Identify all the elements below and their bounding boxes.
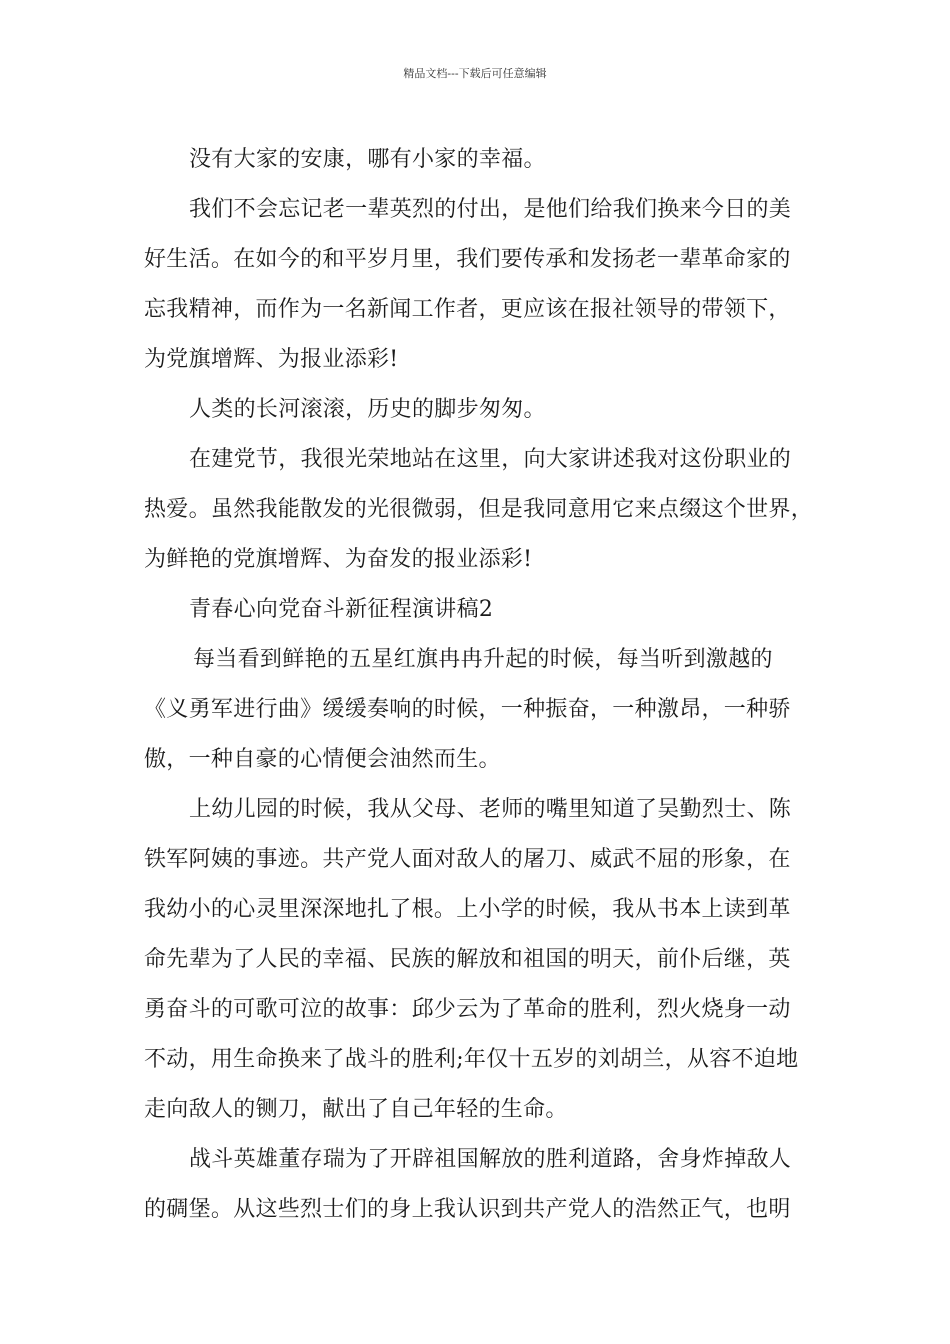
- text-line: 在建党节，我很光荣地站在这里，向大家讲述我对这份职业的: [189, 447, 792, 472]
- text-line: 的碉堡。从这些烈士们的身上我认识到共产党人的浩然正气，也明: [144, 1197, 791, 1222]
- text-line: 热爱。虽然我能散发的光很微弱，但是我同意用它来点缀这个世界，: [144, 497, 814, 522]
- text-line: 《义勇军进行曲》缓缓奏响的时候，一种振奋，一种激昂，一种骄: [144, 697, 791, 722]
- text-line: 上幼儿园的时候，我从父母、老师的嘴里知道了吴勤烈士、陈: [189, 797, 792, 822]
- text-line: 没有大家的安康，哪有小家的幸福。: [189, 147, 546, 172]
- text-line: 傲，一种自豪的心情便会油然而生。: [144, 747, 501, 772]
- text-line: 忘我精神，而作为一名新闻工作者，更应该在报社领导的带领下，: [144, 297, 791, 322]
- body-text: [144, 135, 824, 1235]
- text-line: 不动，用生命换来了战斗的胜利;年仅十五岁的刘胡兰，从容不迫地: [144, 1047, 799, 1072]
- text-line: 命先辈为了人民的幸福、民族的解放和祖国的明天，前仆后继，英: [144, 947, 791, 972]
- text-line: 好生活。在如今的和平岁月里，我们要传承和发扬老一辈革命家的: [144, 247, 791, 272]
- text-line: 战斗英雄董存瑞为了开辟祖国解放的胜利道路，舍身炸掉敌人: [189, 1147, 792, 1172]
- text-line: 每当看到鲜艳的五星红旗冉冉升起的时候，每当听到激越的: [193, 647, 773, 672]
- text-line: 人类的长河滚滚，历史的脚步匆匆。: [189, 397, 546, 422]
- text-line: 勇奋斗的可歌可泣的故事：邱少云为了革命的胜利，烈火烧身一动: [144, 997, 791, 1022]
- text-line: 为鲜艳的党旗增辉、为奋发的报业添彩!: [144, 547, 533, 572]
- text-line: 为党旗增辉、为报业添彩!: [144, 347, 399, 372]
- text-line: 青春心向党奋斗新征程演讲稿2: [189, 597, 494, 622]
- text-line: 我们不会忘记老一辈英烈的付出，是他们给我们换来今日的美: [189, 197, 792, 222]
- text-line: 我幼小的心灵里深深地扎了根。上小学的时候，我从书本上读到革: [144, 897, 791, 922]
- page-header: 精品文档---下载后可任意编辑: [403, 67, 547, 80]
- text-line: 走向敌人的铡刀，献出了自己年轻的生命。: [144, 1097, 568, 1122]
- text-line: 铁军阿姨的事迹。共产党人面对敌人的屠刀、威武不屈的形象，在: [144, 847, 791, 872]
